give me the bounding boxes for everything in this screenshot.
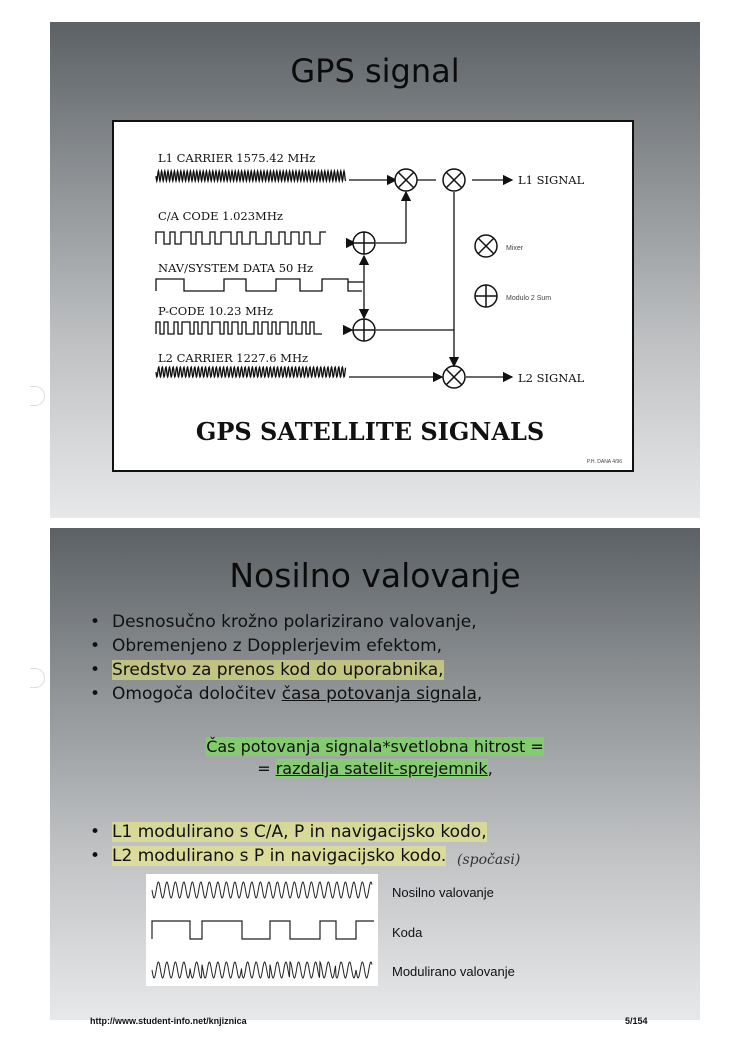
formula-line-1: Čas potovanja signala*svetlobna hitrost =	[206, 737, 544, 756]
mixer-l1-a	[395, 169, 417, 191]
list-item: • Desnosučno krožno polarizirano valovanje,	[90, 612, 477, 632]
footer-page-number: 5/154	[625, 1016, 648, 1026]
wave-label: Nosilno valovanje	[392, 885, 494, 900]
mixer-l1-b	[443, 169, 465, 191]
punch-hole	[30, 386, 45, 406]
ca-code-wave	[156, 232, 326, 244]
bullet-list-2	[90, 820, 487, 868]
diagram-credit: P.H. DANA 4/96	[586, 459, 622, 465]
legend-mixer-icon	[475, 235, 497, 257]
list-item: • L1 modulirano s C/A, P in navigacijsko kodo,	[90, 822, 487, 842]
ca-code-label: C/A CODE 1.023MHz	[158, 209, 283, 223]
modulated-wave	[152, 962, 372, 978]
list-item: • Omogoča določitev časa potovanja signala,	[90, 684, 483, 704]
p-code-wave	[156, 322, 322, 334]
nav-data-wave	[156, 279, 362, 291]
legend-mixer-label: Mixer	[506, 245, 524, 252]
l1-carrier-wave	[156, 171, 346, 181]
nav-data-label: NAV/SYSTEM DATA 50 Hz	[158, 261, 314, 275]
wave-label: Koda	[392, 925, 423, 940]
slide-title: GPS signal	[290, 52, 460, 90]
handwritten-note: (spočasi)	[457, 852, 521, 868]
footer-url: http://www.student-info.net/knjiznica	[90, 1016, 247, 1026]
list-item: • L2 modulirano s P in navigacijsko kodo.	[90, 846, 447, 866]
p-code-label: P-CODE 10.23 MHz	[158, 304, 273, 318]
gps-signal-diagram	[112, 120, 634, 472]
wave-label: Modulirano valovanje	[392, 964, 515, 979]
carrier-wave	[152, 882, 372, 898]
slide-title: Nosilno valovanje	[229, 556, 521, 595]
sum-ca	[353, 232, 375, 254]
code-wave	[152, 921, 374, 939]
formula-line-2: = razdalja satelit-sprejemnik,	[257, 759, 493, 778]
diagram-caption: GPS SATELLITE SIGNALS	[195, 417, 545, 446]
mixer-l2	[443, 366, 465, 388]
l2-carrier-label: L2 CARRIER 1227.6 MHz	[158, 351, 309, 365]
l2-signal-label: L2 SIGNAL	[518, 371, 585, 385]
signal-lines	[348, 180, 512, 377]
l2-carrier-wave	[156, 367, 346, 377]
list-item: • Obremenjeno z Dopplerjevim efektom,	[90, 636, 443, 656]
bullet-list	[90, 610, 482, 706]
slide-gps-signal	[50, 22, 700, 518]
l1-signal-label: L1 SIGNAL	[518, 173, 585, 187]
legend-modulo-label: Modulo 2 Sum	[506, 295, 552, 302]
punch-hole	[30, 668, 45, 688]
sum-p	[353, 319, 375, 341]
list-item: • Sredstvo za prenos kod do uporabnika,	[90, 660, 444, 680]
modulation-illustration	[146, 874, 378, 986]
l1-carrier-label: L1 CARRIER 1575.42 MHz	[158, 151, 316, 165]
slide-nosilno-valovanje	[50, 528, 700, 1020]
legend-sum-icon	[475, 285, 497, 307]
